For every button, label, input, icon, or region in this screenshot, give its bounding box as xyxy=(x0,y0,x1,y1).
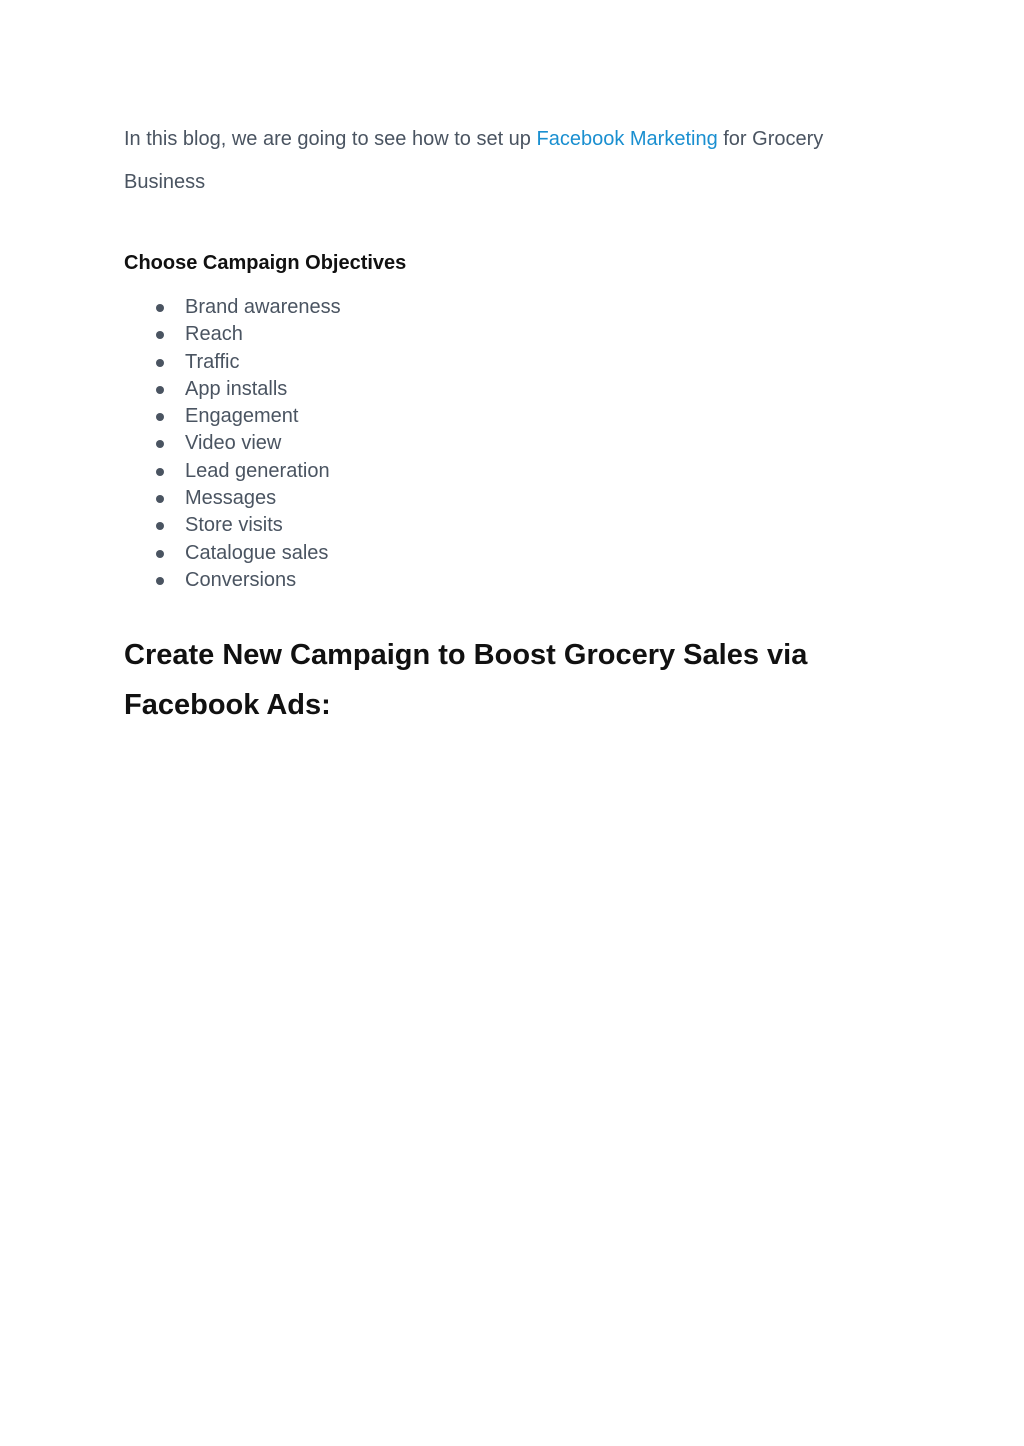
list-item-label: Traffic xyxy=(185,350,240,373)
section-heading: Create New Campaign to Boost Grocery Sales via Facebook Ads: xyxy=(124,639,808,721)
intro-text-before: In this blog, we are going to see how to set up xyxy=(124,128,537,150)
list-item xyxy=(124,376,341,403)
bullet-icon xyxy=(156,550,164,558)
list-item xyxy=(124,321,341,348)
bullet-icon xyxy=(156,359,164,367)
list-item xyxy=(124,458,341,485)
bullet-icon xyxy=(156,413,164,421)
bullet-icon xyxy=(156,440,164,448)
list-item-label: Brand awareness xyxy=(185,296,341,318)
facebook-marketing-link[interactable]: Facebook Marketing xyxy=(536,128,718,150)
list-item-label: Catalogue sales xyxy=(185,541,329,564)
intro-text-after: for Grocery Business xyxy=(124,128,824,193)
objectives-heading: Choose Campaign Objectives xyxy=(124,252,407,274)
list-item xyxy=(124,349,341,376)
list-item xyxy=(124,567,341,594)
list-item xyxy=(124,485,341,512)
list-item-label: Conversions xyxy=(185,568,297,591)
bullet-icon xyxy=(156,331,164,339)
list-item xyxy=(124,403,341,430)
intro-paragraph xyxy=(124,118,864,204)
bullet-icon xyxy=(156,304,164,312)
bullet-icon xyxy=(156,495,164,503)
list-item-label: Reach xyxy=(185,323,243,346)
list-item-label: Messages xyxy=(185,487,277,510)
list-item xyxy=(124,430,341,457)
list-item xyxy=(124,294,341,321)
list-item xyxy=(124,512,341,539)
list-item xyxy=(124,540,341,567)
list-item-label: App installs xyxy=(185,377,288,400)
bullet-icon xyxy=(156,468,164,476)
bullet-icon xyxy=(156,386,164,394)
list-item-label: Video view xyxy=(185,432,282,455)
list-item-label: Engagement xyxy=(185,405,299,428)
list-item-label: Lead generation xyxy=(185,459,330,482)
bullet-icon xyxy=(156,577,164,585)
objectives-list xyxy=(124,294,341,594)
bullet-icon xyxy=(156,522,164,530)
list-item-label: Store visits xyxy=(185,514,283,537)
